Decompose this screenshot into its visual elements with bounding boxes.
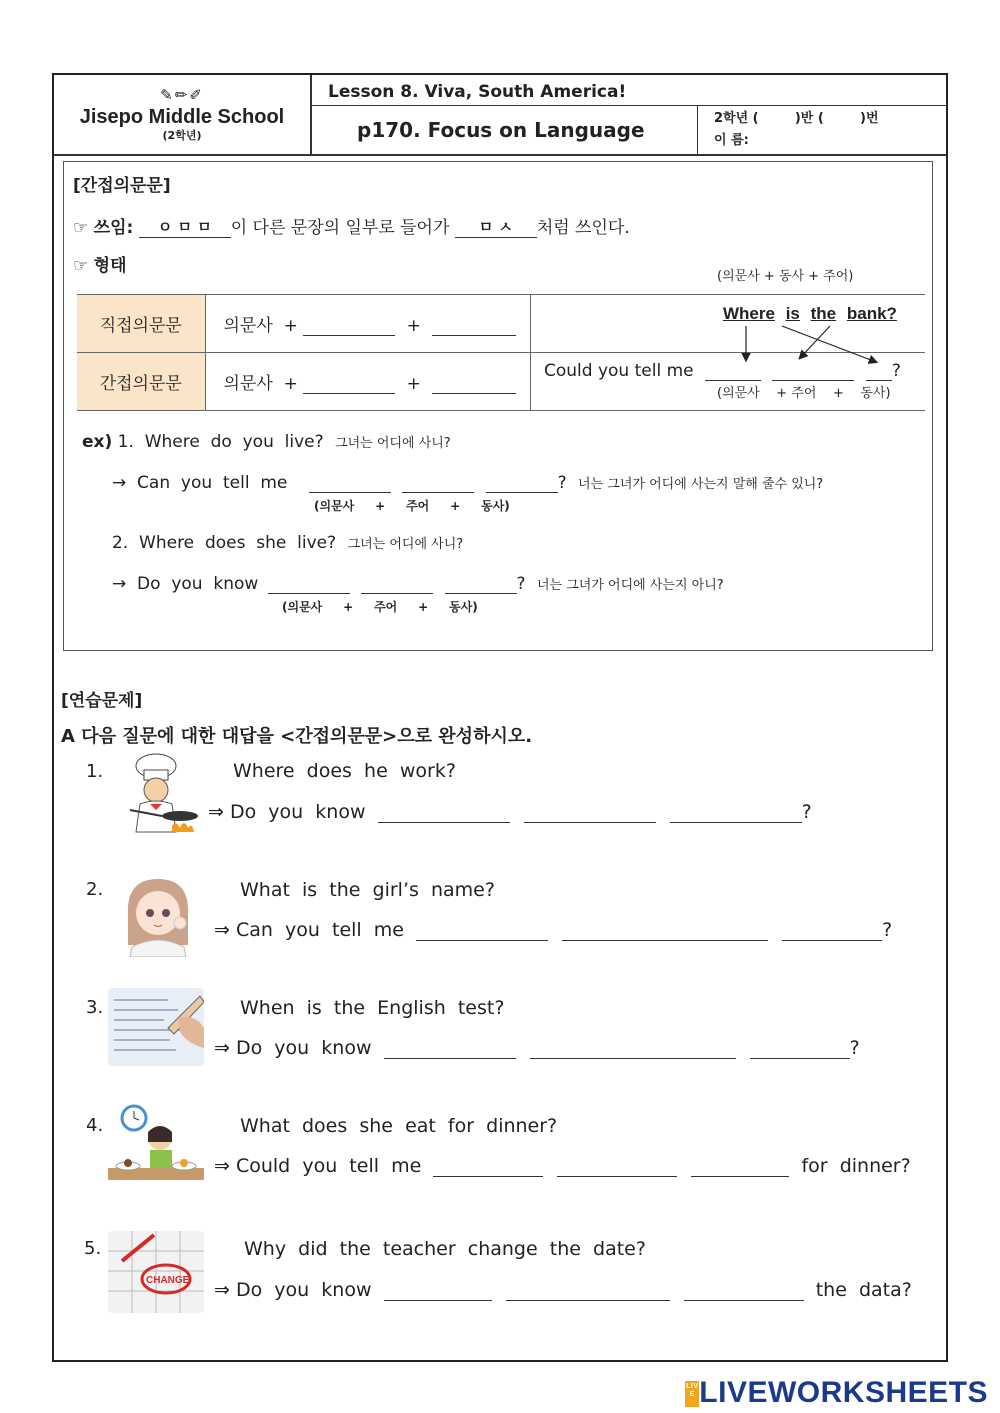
indirect-example-blank-2[interactable] <box>772 363 854 381</box>
indirect-order-hint: (의문사 + 주어 + 동사) <box>717 386 891 401</box>
girl-picture <box>120 875 196 957</box>
arrow-icon-4: ⇒ <box>214 1155 230 1177</box>
indirect-blank-2[interactable] <box>432 374 516 394</box>
example-2-answer <box>112 574 724 594</box>
direct-question-label: 직접의문문 <box>77 295 205 353</box>
usage-end: 처럼 쓰인다. <box>536 218 630 238</box>
item-3-number: 3. <box>86 997 104 1018</box>
example-2-question <box>112 533 463 553</box>
item-2-blank-1[interactable] <box>416 921 548 941</box>
item-3-blank-1[interactable] <box>384 1039 516 1059</box>
item-1-tail: ? <box>801 801 812 823</box>
header-divider <box>54 154 946 156</box>
ex1-answer-text: → Can you tell me <box>112 473 288 493</box>
ex2-question-korean: 그녀는 어디에 사니? <box>347 537 464 552</box>
item-5-question: Why did the teacher change the date? <box>244 1238 646 1260</box>
item-1-blank-2[interactable] <box>524 803 656 823</box>
indirect-example-blank-3[interactable] <box>866 363 892 381</box>
item-2-question: What is the girl’s name? <box>240 879 495 901</box>
usage-mid: 이 다른 문장의 일부로 들어가 <box>230 218 450 238</box>
item-3-blank-3[interactable] <box>750 1039 850 1059</box>
indirect-plus: + <box>406 374 421 394</box>
header-hline <box>310 105 946 106</box>
item-4-blank-1[interactable] <box>433 1157 543 1177</box>
item-5-blank-2[interactable] <box>506 1281 670 1301</box>
form-label: 형태 <box>93 256 127 276</box>
item-2-answer-text: Can you tell me <box>235 919 404 941</box>
liveworksheets-logo[interactable] <box>685 1376 988 1410</box>
item-2-blank-2[interactable] <box>562 921 768 941</box>
ex1-question-korean: 그녀는 어디에 사니? <box>335 436 451 451</box>
item-3-blank-2[interactable] <box>530 1039 736 1059</box>
item-4-tail: for dinner? <box>801 1155 911 1177</box>
arrow-icon: ⇒ <box>208 801 224 823</box>
chef-picture <box>110 752 206 840</box>
lesson-title: Lesson 8. Viva, South America! <box>328 82 627 102</box>
pointer-icon-2: ☞ <box>73 256 89 276</box>
calendar-picture <box>108 1231 204 1313</box>
class-line: 2학년 ( )반 ( )번 <box>714 111 879 126</box>
item-1-blank-3[interactable] <box>670 803 802 823</box>
could-you-line <box>544 361 901 381</box>
ex1-blank-3[interactable] <box>486 475 558 493</box>
indirect-blank-1[interactable] <box>303 374 395 394</box>
item-1-question: Where does he work? <box>233 760 456 782</box>
item-4-answer <box>214 1155 911 1177</box>
ex1-hint: (의문사 + 주어 + 동사) <box>314 499 510 513</box>
usage-label: 쓰임: <box>93 218 134 238</box>
pointer-icon: ☞ <box>73 218 89 238</box>
item-1-answer-text: Do you know <box>229 801 366 823</box>
item-3-answer <box>214 1037 860 1059</box>
item-5-blank-3[interactable] <box>684 1281 804 1301</box>
example-1-answer <box>112 473 823 493</box>
ex2-blank-1[interactable] <box>268 576 350 594</box>
ex2-blank-2[interactable] <box>361 576 433 594</box>
school-block <box>54 78 310 154</box>
arrow-icon-3: ⇒ <box>214 1037 230 1059</box>
ex1-question-text: 1. Where do you live? <box>117 432 324 452</box>
form-line <box>73 251 127 276</box>
example-word-bank: bank? <box>846 304 897 323</box>
example-word-the: the <box>810 304 837 323</box>
header-vline-1 <box>310 75 312 155</box>
item-1-number: 1. <box>86 761 104 782</box>
ex1-blank-1[interactable] <box>309 475 391 493</box>
item-1-blank-1[interactable] <box>378 803 510 823</box>
test-paper-picture <box>108 988 204 1066</box>
item-5-blank-1[interactable] <box>384 1281 492 1301</box>
item-1-answer <box>208 801 812 823</box>
live-badge-icon: LIVE <box>685 1381 699 1407</box>
item-2-tail: ? <box>882 919 893 941</box>
item-5-answer <box>214 1279 912 1301</box>
ex2-hint: (의문사 + 주어 + 동사) <box>282 600 478 614</box>
usage-blank-2[interactable]: ㅁ ㅅ <box>455 216 537 238</box>
logo-text: LIVEWORKSHEETS <box>699 1376 988 1409</box>
calendar-change-label: CHANGE <box>146 1275 190 1286</box>
order-hint: (의문사 + 동사 + 주어) <box>717 269 854 284</box>
example-1-question <box>82 432 451 452</box>
indirect-formula <box>205 353 530 411</box>
direct-blank-2[interactable] <box>432 316 516 336</box>
item-3-answer-text: Do you know <box>235 1037 372 1059</box>
item-3-tail: ? <box>849 1037 860 1059</box>
indirect-formula-text: 의문사 + <box>223 374 298 394</box>
school-name: Jisepo Middle School <box>79 106 285 128</box>
direct-formula-text: 의문사 + <box>223 316 298 336</box>
item-2-number: 2. <box>86 879 104 900</box>
ex2-question-text: 2. Where does she live? <box>112 533 337 553</box>
item-5-tail: the data? <box>815 1279 912 1301</box>
item-4-blank-3[interactable] <box>691 1157 789 1177</box>
item-3-question: When is the English test? <box>240 997 505 1019</box>
usage-line <box>73 213 630 238</box>
pencil-icon: ✎✏✐ <box>160 86 204 104</box>
ex1-answer-korean: 너는 그녀가 어디에 사는지 말해 줄수 있니? <box>578 477 824 492</box>
direct-blank-1[interactable] <box>303 316 395 336</box>
ex2-qmark: ? <box>516 574 526 594</box>
example-word-is: is <box>785 304 800 323</box>
ex1-blank-2[interactable] <box>402 475 474 493</box>
item-4-answer-text: Could you tell me <box>235 1155 422 1177</box>
item-5-number: 5. <box>84 1238 102 1259</box>
ex-label: ex) <box>82 432 113 452</box>
direct-plus: + <box>406 316 421 336</box>
item-4-blank-2[interactable] <box>557 1157 677 1177</box>
practice-instruction: A 다음 질문에 대한 대답을 <간접의문문>으로 완성하시오. <box>61 726 533 747</box>
name-line: 이 름: <box>714 133 749 148</box>
school-grade: (2학년) <box>162 129 202 142</box>
indirect-question-label: 간접의문문 <box>77 353 205 411</box>
usage-blank-1[interactable]: ㅇ ㅁ ㅁ <box>139 216 231 238</box>
item-4-question: What does she eat for dinner? <box>240 1115 558 1137</box>
item-4-number: 4. <box>86 1115 104 1136</box>
indirect-example-blank-1[interactable] <box>705 363 761 381</box>
ex2-answer-korean: 너는 그녀가 어디에 사는지 아니? <box>536 578 724 593</box>
dinner-picture <box>108 1102 204 1182</box>
header-vline-2 <box>697 105 698 155</box>
grammar-title: [간접의문문] <box>73 176 171 196</box>
arrow-icon-5: ⇒ <box>214 1279 230 1301</box>
example-word-where: Where <box>723 304 775 323</box>
focus-title: p170. Focus on Language <box>357 118 645 142</box>
item-2-blank-3[interactable] <box>782 921 882 941</box>
item-2-answer <box>214 919 892 941</box>
question-mark: ? <box>891 361 901 381</box>
direct-formula <box>205 295 530 353</box>
ex2-blank-3[interactable] <box>445 576 517 594</box>
item-5-answer-text: Do you know <box>235 1279 372 1301</box>
ex2-answer-text: → Do you know <box>112 574 259 594</box>
ex1-qmark: ? <box>557 473 567 493</box>
class-info <box>714 108 879 152</box>
practice-title: [연습문제] <box>61 691 143 711</box>
could-you-text: Could you tell me <box>544 361 694 381</box>
arrow-icon-2: ⇒ <box>214 919 230 941</box>
